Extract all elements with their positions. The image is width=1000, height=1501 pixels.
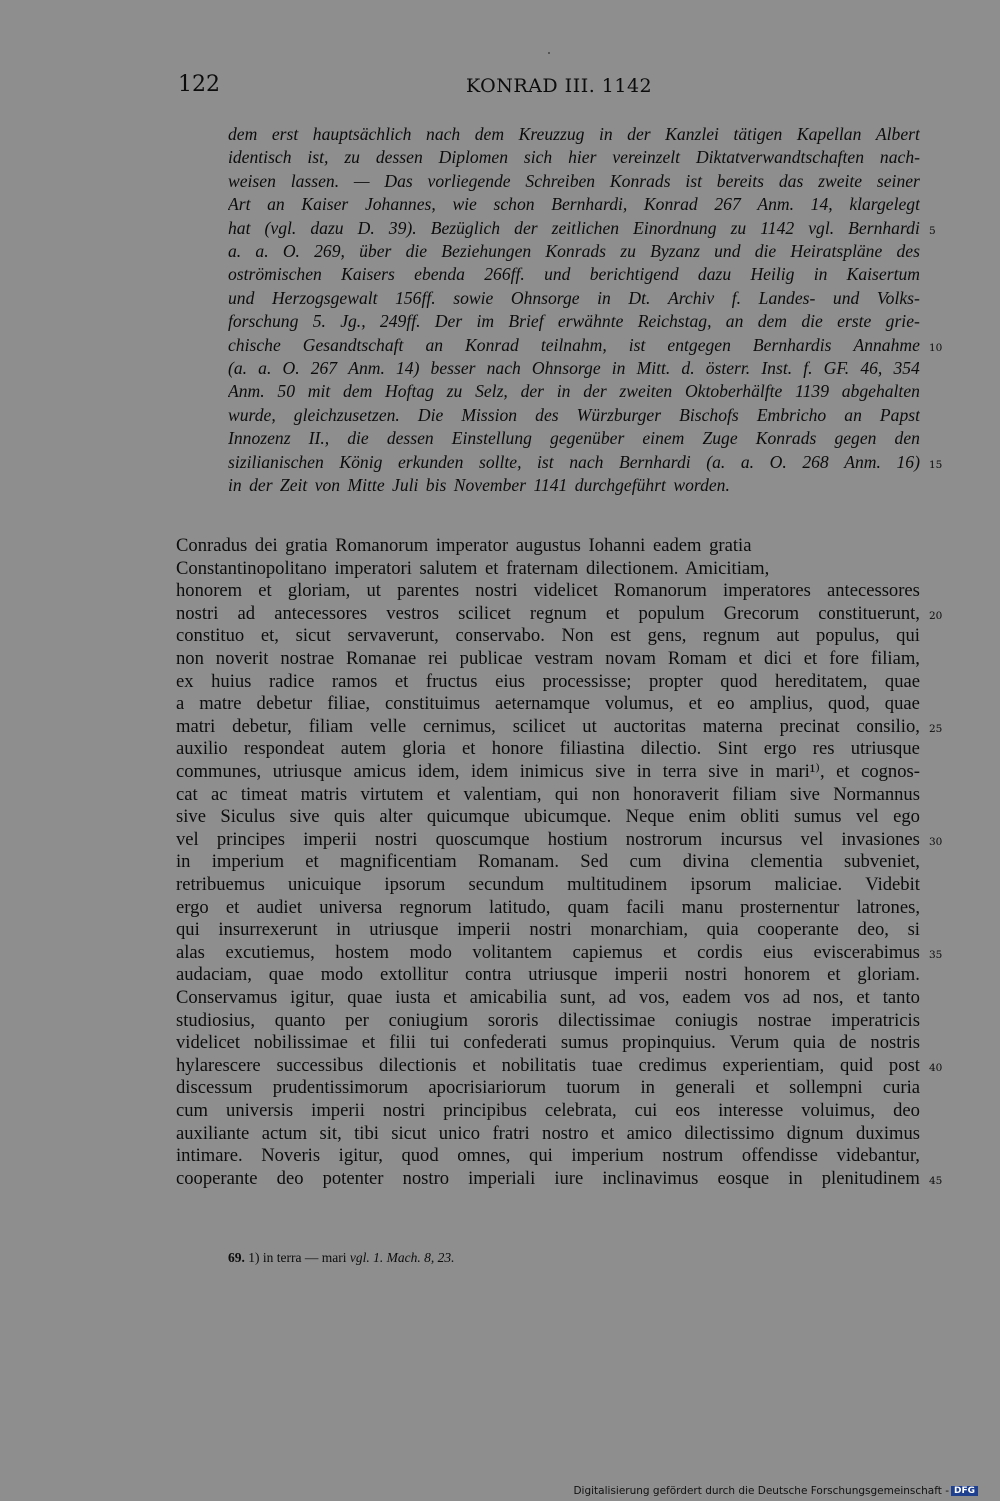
main-text-line: auxiliante actum sit, tibi sicut unico fratri nostro et amico dilectissimo dignum duximus bbox=[176, 1122, 920, 1144]
line-number: 15 bbox=[929, 458, 943, 471]
commentary-line: (a. a. O. 267 Anm. 14) besser nach Ohnsorge in Mitt. d. österr. Inst. f. GF. 46, 354 bbox=[228, 358, 920, 378]
footnote-number: 69. bbox=[228, 1250, 245, 1265]
commentary-line: oströmischen Kaisers ebenda 266ff. und berichtigend dazu Heilig in Kaisertum bbox=[228, 264, 920, 285]
main-text-line: in imperium et magnificentiam Romanam. Sed cum divina clementia subveniet, bbox=[176, 851, 920, 873]
line-number: 25 bbox=[929, 722, 943, 735]
line-number: 5 bbox=[929, 224, 936, 237]
main-text-line: vel principes imperii nostri quoscumque hostium nostrorum incursus vel invasiones bbox=[176, 828, 920, 850]
commentary-line: identisch ist, zu dessen Diplomen sich hier vereinzelt Diktatverwandtschaften nach- bbox=[228, 147, 920, 168]
commentary-line: chische Gesandtschaft an Konrad teilnahm, ist entgegen Bernhardis Annahme bbox=[228, 334, 920, 355]
commentary-line: sizilianischen König erkunden sollte, ist nach Bernhardi (a. a. O. 268 Anm. 16) bbox=[228, 451, 920, 472]
dfg-logo: DFG bbox=[951, 1486, 978, 1496]
commentary-line: dem erst hauptsächlich nach dem Kreuzzug in der Kanzlei tätigen Kapellan Albert bbox=[228, 124, 920, 144]
commentary-line: weisen lassen. — Das vorliegende Schreiben Konrads ist bereits das zweite seiner bbox=[228, 170, 920, 191]
line-number: 40 bbox=[929, 1061, 943, 1074]
commentary-line: forschung 5. Jg., 249ff. Der im Brief erwähnte Reichstag, an dem die erste grie- bbox=[228, 311, 920, 332]
main-text-line: audaciam, quae modo extollitur contra utriusque imperii nostri honorem et gloriam. bbox=[176, 964, 920, 986]
commentary-line: Anm. 50 mit dem Hoftag zu Selz, der in der zweiten Oktoberhälfte 1139 abgehalten bbox=[228, 381, 920, 402]
footnote-ref: vgl. 1. Mach. 8, 23. bbox=[349, 1250, 455, 1265]
commentary-line: Art an Kaiser Johannes, wie schon Bernhardi, Konrad 267 Anm. 14, klargelegt bbox=[228, 194, 920, 215]
main-text-line: retribuemus unicuique ipsorum secundum multitudinem ipsorum maliciae. Videbit bbox=[176, 874, 920, 895]
page-number: 122 bbox=[178, 72, 220, 97]
main-text-line: non noverit nostrae Romanae rei publicae vestram novam Romam et dici et fore filiam, bbox=[176, 648, 920, 669]
digitization-credit bbox=[573, 1485, 978, 1497]
commentary-line: wurde, gleichzusetzen. Die Mission des Würzburger Bischofs Embricho an Papst bbox=[228, 404, 920, 425]
commentary-line: in der Zeit von Mitte Juli bis November 1141 durchgeführt worden. bbox=[228, 475, 730, 495]
commentary-line: und Herzogsgewalt 156ff. sowie Ohnsorge in Dt. Archiv f. Landes- und Volks- bbox=[228, 287, 920, 308]
footnote-text: 1) in terra — mari bbox=[248, 1250, 347, 1265]
commentary-line: a. a. O. 269, über die Beziehungen Konrads zu Byzanz und die Heiratspläne des bbox=[228, 241, 920, 261]
line-number: 35 bbox=[929, 948, 943, 961]
main-text-line: matri debetur, filiam velle cernimus, scilicet ut auctoritas materna precinat consilio, bbox=[176, 715, 920, 737]
main-text-line: cooperante deo potenter nostro imperiali iure inclinavimus eosque in plenitudinem bbox=[176, 1167, 920, 1189]
main-text-line: cat ac timeat matris virtutem et valentiam, qui non honoraverit filiam sive Normannus bbox=[176, 783, 920, 805]
main-text-line: cum universis imperii nostri principibus celebrata, cui eos interesse voluimus, deo bbox=[176, 1100, 920, 1121]
commentary-line: hat (vgl. dazu D. 39). Bezüglich der zeitlichen Einordnung zu 1142 vgl. Bernhardi bbox=[228, 217, 920, 238]
line-number: 30 bbox=[929, 835, 943, 848]
main-text-line: Constantinopolitano imperatori salutem et fraternam dilectionem. Amicitiam, bbox=[176, 557, 770, 579]
main-text-line: honorem et gloriam, ut parentes nostri videlicet Romanorum imperatores antecessores bbox=[176, 580, 920, 602]
footnote bbox=[228, 1250, 454, 1266]
main-text-line: Conradus dei gratia Romanorum imperator augustus Iohanni eadem gratia bbox=[176, 535, 752, 556]
running-head: KONRAD III. 1142 bbox=[466, 75, 653, 97]
commentary-line: Innozenz II., die dessen Einstellung gegenüber einem Zuge Konrads gegen den bbox=[228, 428, 920, 449]
main-text-line: ergo et audiet universa regnorum latitudo, quam facili manu prosternentur latrones, bbox=[176, 896, 920, 918]
main-text-line: discessum prudentissimorum apocrisiariorum tuorum in generali et sollempni curia bbox=[176, 1077, 920, 1099]
main-text-line: hylarescere successibus dilectionis et nobilitatis tuae credimus experientiam, quid post bbox=[176, 1054, 920, 1076]
main-text-line: studiosius, quanto per coniugium sororis dilectissimae coniugis nostrae imperatricis bbox=[176, 1009, 920, 1031]
main-text-line: a matre debetur filiae, constituimus aeternamque volumus, et eo amplius, quod, quae bbox=[176, 693, 920, 715]
credit-text: Digitalisierung gefördert durch die Deutsche Forschungsgemeinschaft - bbox=[573, 1485, 949, 1497]
line-number: 45 bbox=[929, 1174, 943, 1187]
main-text-line: alas excutiemus, hostem modo volitantem capiemus et cordis eius eviscerabimus bbox=[176, 941, 920, 963]
line-number: 10 bbox=[929, 341, 943, 354]
main-text-line: sive Siculus sive quis alter quicumque ubicumque. Neque enim obliti sumus vel ego bbox=[176, 806, 920, 828]
main-text-line: ex huius radice ramos et fructus eius processisse; propter quod hereditatem, quae bbox=[176, 670, 920, 692]
scan-speck bbox=[548, 52, 550, 54]
main-text-line: qui insurrexerunt in utriusque imperii nostri monarchiam, quia cooperante deo, si bbox=[176, 919, 920, 941]
main-text-line: intimare. Noveris igitur, quod omnes, qui imperium nostrum offendisse videbantur, bbox=[176, 1145, 920, 1167]
main-text-line: communes, utriusque amicus idem, idem inimicus sive in terra sive in mari¹⁾, et cognos- bbox=[176, 761, 920, 782]
main-text-line: auxilio respondeat autem gloria et honore filiastina dilectio. Sint ergo res utriusque bbox=[176, 738, 920, 760]
main-text-line: nostri ad antecessores vestros scilicet regnum et populum Grecorum constituerunt, bbox=[176, 602, 920, 624]
main-text-line: videlicet nobilissimae et filii tui confederati sumus propinquius. Verum quia de nostris bbox=[176, 1032, 920, 1054]
line-number: 20 bbox=[929, 609, 943, 622]
main-text-line: Conservamus igitur, quae iusta et amicabilia sunt, ad vos, eadem vos ad nos, et tanto bbox=[176, 987, 920, 1008]
main-text-line: constituo et, sicut servaverunt, conservabo. Non est gens, regnum aut populus, qui bbox=[176, 625, 920, 647]
